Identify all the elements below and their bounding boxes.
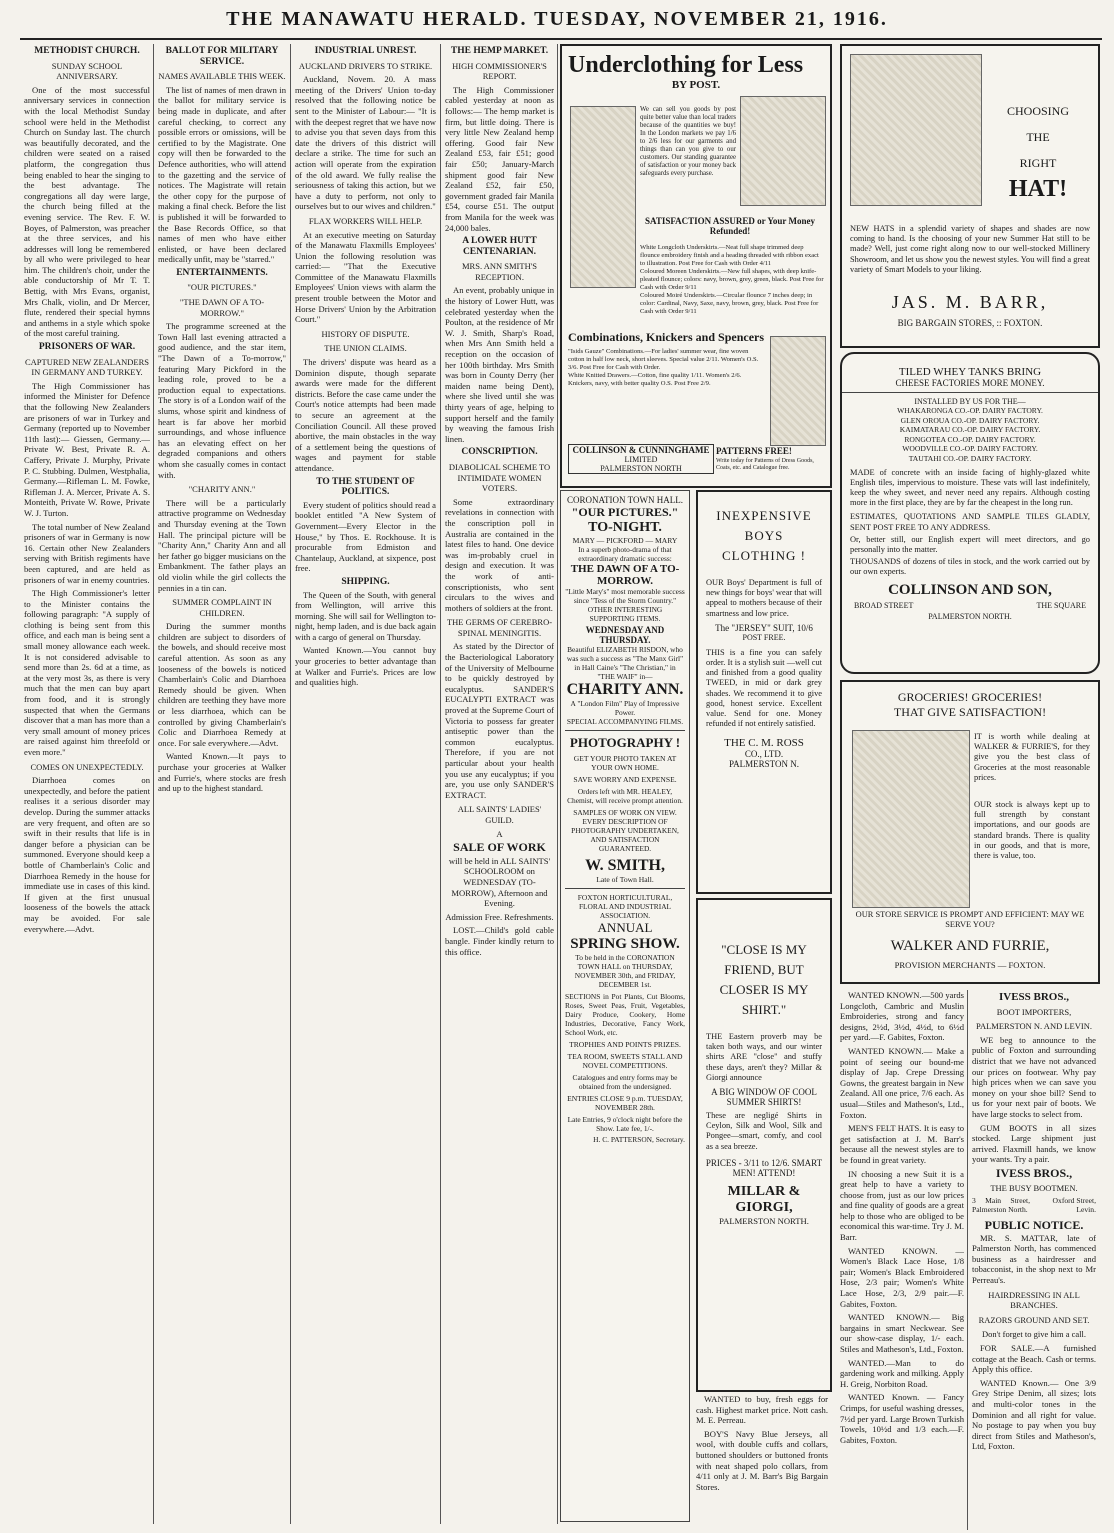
article-paragraph: Diarrhoea comes on unexpectedly, and before the patient realises it a serious disorder may develop. During the summer attacks are very frequent, and often are so swift in their results that life is in danger before a physician can be summoned. Everyone should keep a bottle of Chamberlain's Colic and Diarrhoea Remedy in the house for immediate use in cases of this kind. If given at the first unusual looseness of the bowels the attack may be avoided. For sale everywhere.—Advt. [24,775,150,934]
ad-item: Coloured Moreen Underskirts.—New full shapes, with deep knife-pleated flounce; colors: navy, brown, grey, green, black. Post Free for Cash with Order 9/11 [640,268,824,291]
ad-body: MR. S. MATTAR, late of Palmerston North, has commenced business as a hairdresser and tobacconist, in the shop next to Mr Perreau's. [972,1232,1096,1286]
grocer-illustration [852,730,970,908]
title-line: THE [1026,130,1050,144]
article-paragraph: The High Commissioner cabled yesterday at noon as follows:— The hemp market is firm, but little doing. There is very little New Zealand hemp offering. Good fair New Zealand £53, fair £51; good fair £50; January-March shipment good fair New Zealand £52, fair £50, government graded fair Manila £54, course £51. The output from Manila for the week was 24,000 bales. [445,84,554,233]
notice-title: PUBLIC NOTICE. [984,1218,1084,1233]
ad-price: The "JERSEY" SUIT, 10/6 [715,622,813,633]
ad-groceries [840,680,1100,984]
headline: METHODIST CHURCH. [34,46,140,56]
subheadline: AUCKLAND DRIVERS TO STRIKE. [298,60,433,71]
ad-body: A "London Film" Play of Impressive Power. [570,699,680,717]
masthead [0,0,1114,38]
ad-subtitle: PALMERSTON N. AND LEVIN. [976,1021,1092,1032]
firm-address [854,601,1086,610]
ad-subtitle: BY POST. [671,79,721,91]
firm-line: PALMERSTON NORTH [600,464,682,473]
headline: THE HEMP MARKET. [450,46,549,56]
notice-line: will be held in ALL SAINTS' SCHOOLROOM on WEDNESDAY (TO-MORROW), Afternoon and Evening. [448,855,551,909]
article-paragraph: Some extraordinary revelations in connection with the conscription poll in Australia are contained in the latest files to hand. One device was im-probably cruel in design and execution. It was the work of anti-conscriptionists, who sent circulars to the wives and mothers of soldiers at the front. [445,496,554,613]
ad-body: SAVE WORRY AND EXPENSE. [573,775,677,784]
subheadline: THE UNION CLAIMS. [324,343,407,354]
ad-body: THE Eastern proverb may be taken both ways, and our winter shirts ARE "close" and stuffy these days, aren't they? Millar & Giorgi announce [706,1032,822,1082]
masthead-title: THE MANAWATU HERALD. TUESDAY, NOVEMBER 21, 1916. [226,8,888,30]
subheadline: "OUR PICTURES." [187,282,257,293]
ad-body: OUR stock is always kept up to full strength by constant importations, and our goods are standard brands. There is quality in our goods, and that is more, there is value, too. [974,800,1090,861]
article-paragraph: An event, probably unique in the history of Lower Hutt, was celebrated yesterday when the Poulton, at the residence of Mr W. J. Smith, Sharp's Road, when Mrs Ann Smith held a reception on the occasion of her 100th birthday. Mrs Smith was born in County Derry (her maiden name being Dent), where she lived until she was thirty years of age, helping to support herself and the family by weaving the famous Irish linen. [445,285,554,444]
title-line: CLOTHING ! [721,548,806,563]
classified-ad: WANTED Known.— One 3/9 Grey Stripe Denim, all sizes; lots and multi-color tones in the Dominion and all right for value. No postage to pay when you buy direct from Stiles and Matheson's, Ltd, Foxton. [972,1377,1096,1452]
ad-body [640,244,824,316]
firm-name: THE C. M. ROSS [724,737,804,750]
hat-lady-illustration [850,54,982,206]
subheadline: SUNDAY SCHOOL ANNIVERSARY. [51,60,123,82]
ad-line: HAIRDRESSING IN ALL BRANCHES. [988,1289,1080,1311]
address-line: 3 Main Street, Palmerston North. [972,1196,1030,1215]
notice-line: A [496,828,503,839]
ivess-column [972,990,1096,1530]
ad-line: MARY — PICKFORD — MARY [572,536,678,545]
column-3 [295,44,436,1524]
firm-line: PALMERSTON N. [728,759,800,770]
ad-guarantee: SATISFACTION ASSURED or Your Money Refunded! [644,216,816,236]
ad-body: SAMPLES OF WORK ON VIEW. EVERY DESCRIPTION OF PHOTOGRAPHY UNDERTAKEN, AND SATISFACTION GUARANTEED. [571,808,679,853]
title-line: RIGHT [1019,156,1057,170]
title-line: CHOOSING [1006,104,1069,118]
ad-body: OTHER INTERESTING SUPPORTING ITEMS. [587,605,663,623]
factory-list [842,406,1098,464]
ad-body: THOUSANDS of dozens of tiles in stock, and the work carried out by our own experts. [850,557,1090,577]
ad-subtitle: CHEESE FACTORIES MORE MONEY. [895,378,1045,388]
ad-title: TILED WHEY TANKS BRING [898,366,1042,378]
ad-price: PRICES - 3/11 to 12/6. SMART MEN! ATTEND! [705,1157,823,1178]
ad-body: We can sell you goods by post quite better value than local traders because of the quantities we buy! In the London markets we pay 1/6 to 2/6 less for our garments and things than can you give to our customers. Our standing guarantee of satisfaction or your money back safeguards every purchase. [640,106,736,177]
firm-name: JAS. M. BARR, [891,292,1049,312]
ad-body [568,348,764,388]
ad-boys-clothing [696,490,832,894]
firm-address: BIG BARGAIN STORES, :: FOXTON. [897,318,1043,328]
firm-line: Late of Town Hall. [596,875,654,884]
ad-hat [840,44,1100,348]
ad-body: NEW HATS in a splendid variety of shapes and shades are now coming to hand. Is the choosing of your new Summer Hat still to be made? Well, just come right along now to our well-stocked Millinery Showroom, and let us show you the newest styles. You will find a great variety of Smart Models to your liking. [850,224,1090,274]
ad-patterns-note: Write today for Patterns of Dress Goods, Coats, etc. and Catalogue free. [716,458,814,471]
article-paragraph: One of the most successful anniversary services in connection with the local Methodist Sunday school were held in the Methodist Church on Sunday last. The church was beautifully decorated, and the children were seated on a raised platform, the congregation thus being enabled to hear the singing to the best advantage. The congregations all day were large, the church being filled at the evening service. The Rev. F. W. Boyes, of Palmerston, was preacher at the three services, and his addresses will long be remembered by all who were privileged to hear him. The children's choir, under the able conductorship of Mr T. T. Bettig, with Mrs Evans, organist, Mrs Chalk, violin, and Dr Mercer, flute, rendered their special hymns and anthems in a style which spoke of the most careful training. [24,84,150,339]
ad-title [982,98,1094,202]
address-line: Oxford Street, Levin. [1052,1196,1096,1215]
ad-title [698,506,830,566]
ad-body: MADE of concrete with an inside facing of highly-glazed white English tiles, impervious to moisture. These vats will last indefinitely, keep the whey sweet, and never need any repairs. Although costing more in the first place, they are by far the cheapest in the long run. [850,467,1090,508]
ad-item: Coloured Moiré Underskirts.—Circular flounce 7 inches deep; in color: Cardinal, Navy, Saxe, navy, brown, grey, black. Post Free for Cash with Order 9/11 [640,292,819,315]
article-paragraph: The total number of New Zealand prisoners of war in Germany is now 16. Certain other New Zealanders serving with British regiments have been captured, and are held as prisoners of war in enemy countries. [24,521,150,585]
subheadline: HISTORY OF DISPUTE. [321,328,410,339]
subheadline: THE GERMS OF CEREBRO-SPINAL MENINGITIS. [446,617,553,638]
firm-line: LIMITED [624,455,658,464]
classified-ad: MEN'S FELT HATS. It is easy to get satisfaction at J. M. Barr's because all the newest styles are to be found in great variety. [840,1123,964,1165]
subheadline: FLAX WORKERS WILL HELP. [308,215,423,226]
firm-name: WALKER AND FURRIE, [890,938,1050,954]
ad-body: In a superb photo-drama of that extraordinary dramatic success: [578,545,672,563]
notice-title: SALE OF WORK [453,840,546,855]
headline: PRISONERS OF WAR. [38,342,136,353]
masthead-rule [20,38,1102,40]
subheadline: NAMES AVAILABLE THIS WEEK. [158,71,286,82]
article-paragraph: The Queen of the South, with general from Wellington, will arrive this morning. She will sail for Wellington to-night, hemp laden, and is due back again with a cargo of general on Thursday. [295,589,436,642]
ad-item: White Longcloth Underskirts.—Neat full shape trimmed deep flounce embroidery finish and a heading threaded with ribbon exact to illustration. Post Free for Cash with Order 4/11 [640,244,819,267]
headline: BALLOT FOR MILITARY SERVICE. [165,46,279,67]
article-paragraph: The drivers' dispute was heard as a Dominion dispute, though separate awards were made for the different districts. Before the case came under the Court's notice attempts had been made to secure an agreement at the Conciliation Council. All these proved abortive, the main obstacles in the way of a settlement being the questions of wages and payment for stable attendance. [295,357,436,473]
ad-body: SPECIAL ACCOMPANYING FILMS. [566,717,684,726]
combinations-illustration [770,336,826,446]
headline: CONSCRIPTION. [461,447,538,458]
ad-body: ESTIMATES, QUOTATIONS AND SAMPLE TILES GLADLY, SENT POST FREE TO ANY ADDRESS. [850,512,1090,532]
classified-column-mid [696,1394,828,1524]
ad-body: GET YOUR PHOTO TAKEN AT YOUR OWN HOME. [573,754,677,772]
ad-shirts [696,898,832,1392]
ad-body: "Little Mary's" most memorable success since "Tess of the Storm Country." [565,587,685,605]
list-item: TAUTAHI CO.-OP. DAIRY FACTORY. [908,453,1032,463]
ad-body: Or, better still, our English expert will meet directors, and go personally into the matter. [850,534,1090,554]
petticoat-illustration [740,96,826,206]
classified-column-right [840,990,964,1530]
ad-title: FOXTON HORTICULTURAL, FLORAL AND INDUSTRIAL ASSOCIATION. [577,893,673,920]
ad-body: Orders left with MR. HEALEY, Chemist, will receive prompt attention. [567,787,683,805]
ad-heading: PHOTOGRAPHY ! [569,735,681,750]
article-paragraph: At an executive meeting on Saturday of the Manawatu Flaxmills Employees' Union the following resolution was carried:— "That the Executive Committee of the Manawatu Flaxmills Employees' Union views with alarm the present trouble between the Motor and Horse Drivers' Union by the Arbitration Court." [295,229,436,325]
headline: A LOWER HUTT CENTENARIAN. [462,236,537,257]
ad-line: INSTALLED BY US FOR THE— [914,397,1026,406]
ad-patterns: PATTERNS FREE! [716,446,792,456]
article-paragraph: The High Commissioner has informed the Minister for Defence that the following New Zealanders are prisoners of war in Turkey and Germany (reported up to November 11th last):— Giessen, Germany.—Private W. Best, Private R. A. Caffery, Private J. Murphy, Private P. C. Stubbing. Dulmen, Westphalia, Germany.—Rifleman L. M. Fowke, Rifleman J. A. Mercer, Private A. S. Monteith, Private W. Rowe, Private W. J. Turton. [24,380,150,518]
firm-line: CO., LTD. [744,749,784,760]
article-paragraph: There will be a particularly attractive programme on Wednesday and Thursday evening at the Town Hall. The principal picture will be "Charity Ann," Charity Ann and all her father go bigger musicians on the Embankment. The father plays an old violin while the girl collects the pennies in a tin can. [158,497,286,593]
title-line: BOYS [744,528,784,543]
ad-title: "CLOSE IS MY FRIEND, BUT CLOSER IS MY SHIRT." [719,942,809,1017]
ad-signature: H. C. PATTERSON, Secretary. [593,1135,685,1144]
article-paragraph: Every student of politics should read a booklet entitled "A New System of Government—Every Elector in the House," by Thos. E. Rockhouse. It is procurable from Edmiston and Chantelaup, Auckland, at sixpence, post free. [295,499,436,574]
classified-ad: WANTED KNOWN.—500 yards Longcloth, Cambric and Muslin Embroideries, strong and fancy designs, 2½d, 3½d, 4½d, to 6½d per yard.—F. Gabites, Foxton. [840,990,964,1043]
ad-body: Beautiful ELIZABETH RISDON, who was such a success as "The Manx Girl" in Hall Caine's "The Christian," in "THE WAIF" in— [566,645,684,681]
article-paragraph: During the summer months children are subject to disorders of the bowels, and should receive most careful attention. As soon as any looseness of the bowels is noticed Chamberlain's Colic and Diarrhoea Remedy should be given. When children are teething they have more or less diarrhoea, which can be controlled by giving Chamberlain's Colic and Diarrhoea Remedy at once. For sale everywhere.—Advt. [158,621,286,748]
classified-ad: BOY'S Navy Blue Jerseys, all wool, with double cuffs and collars, buttoned shoulders or buttoned fronts with neat shaped polo collars, from 4/11 only at J. M. Barr's Big Bargain Stores. [696,1428,828,1492]
ad-title: IVESS BROS., [995,1165,1073,1180]
headline: TO THE STUDENT OF POLITICS. [316,476,415,498]
headline: ENTERTAINMENTS. [176,267,268,278]
ad-body: SECTIONS in Pot Plants, Cut Blooms, Roses, Sweet Peas, Fruit, Vegetables, Dairy Produce, Cookery, Home Industries, Decorative, Fancy Work, School Work, etc. [565,992,685,1037]
article-paragraph: The programme screened at the Town Hall last evening attracted a good audience, and the star item, "The Dawn of a To-morrow," featuring Mary Pickford in the leading role, proved to be a production equal to expectations. The story is of a London waif of the slums, whose spirit and kindness of heart is far above her morbid surroundings, and whose influence has an elevating effect on her degraded companions and others whom she casually comes in contact with. [158,321,286,480]
ad-body: To be held in the CORONATION TOWN HALL on THURSDAY, NOVEMBER 30th, and FRIDAY, DECEMBER 1st. [574,953,676,989]
ad-body: These are negligé Shirts in Ceylon, Silk and Wool, Silk and Pongee—smart, comfy, and cool as a sea breeze. [706,1111,822,1151]
ad-body: TEA ROOM, SWEETS STALL AND NOVEL COMPETITIONS. [567,1052,683,1070]
ad-body: TROPHIES AND POINTS PRIZES. [569,1040,681,1049]
ad-heading: THE DAWN OF A TO-MORROW. [570,563,680,587]
ad-title: Underclothing for Less [568,52,804,78]
address-line: THE SQUARE [1036,600,1086,610]
article-paragraph: As stated by the Director of the Bacteriological Laboratory of the University of Melbourne to be quickly destroyed by eucalyptus. SANDER'S EUCALYPTI EXTRACT was proved at the Supreme Court of Victoria to possess far greater antiseptic power than the common eucalyptus. Therefore, if you are not particular about your health you use any eucalyptus; if you are, you use only SANDER'S EXTRACT. [445,641,554,800]
ad-firm [568,444,714,474]
classified-ad: FOR SALE.—A furnished cottage at the Beach. Cash or terms. Apply this office. [972,1343,1096,1375]
classified-ad: WANTED to buy, fresh eggs for cash. Highest market price. Nott cash. M. E. Perreau. [696,1394,828,1426]
classified-ad: WANTED Known. — Fancy Crimps, for useful washing dresses, 7½d per yard. Large Brown Turkish Towels, 10½d and 1/3 each.—F. Gabites, Foxton. [840,1392,964,1445]
ad-body: WE beg to announce to the public of Foxton and surrounding district that we have not advanced our prices on footwear. Why pay high prices when we can save you money on your shoe bill? Send to us for your next pair of boots. We have large stocks to select from. [972,1034,1096,1119]
subheadline: COMES ON UNEXPECTEDLY. [30,761,144,772]
list-item: WOODVILLE CO.-OP. DAIRY FACTORY. [902,444,1038,454]
ad-body: THIS is a fine you can safely order. It is a stylish suit —well cut and finished from a good quality TWEED, in mid or dark grey shades. We recommend it to give good, honest service. Excellent value. Send for one. Money refunded if not entirely satisfied. [706,647,822,729]
subheadline: SUMMER COMPLAINT IN CHILDREN. [172,597,272,618]
ad-body: GUM BOOTS in all sizes stocked. Large shipment just arrived. Flaxmill hands, we know your wants. Try a pair. [972,1122,1096,1165]
firm-line: PROVISION MERCHANTS — FOXTON. [894,960,1046,970]
ad-title: SPRING SHOW. [570,936,680,952]
ad-heading: Combinations, Knickers and Spencers [568,330,765,344]
list-item: KAIMATARAU CO.-OP. DAIRY FACTORY. [899,425,1041,435]
ad-line: RAZORS GROUND AND SET. [978,1314,1090,1325]
article-paragraph: The list of names of men drawn in the ballot for military service is being made in duplicate, and after careful checking, to correct any possible errors or omissions, will be certified to by the Magistrate. One copy will then be forwarded to the Defence authorities, who will attend to the gazetting and the service of notices. The Magistrate will retain the other copy for the purpose of making a final check. Before the list is published it will be forwarded to the Base Records Office, so that names of men who have either enlisted, or have been declared medically unfit, may be "starred." [158,84,286,265]
column-rule [557,44,558,1524]
ad-subtitle: BOOT IMPORTERS, [996,1006,1072,1017]
firm-name: COLLINSON & CUNNINGHAME [572,445,710,455]
column-1 [24,44,150,1524]
firm-line: PALMERSTON NORTH. [719,1215,809,1226]
ad-title: ANNUAL [597,920,653,935]
list-item: GLEN OROUA CO.-OP. DAIRY FACTORY. [900,415,1040,425]
subheadline: DIABOLICAL SCHEME TO INTIMIDATE WOMEN VOTERS. [448,461,551,494]
article-paragraph: Wanted Known.—It pays to purchase your groceries at Walker and Furrie's, where stocks are fresh and up to the highest standard. [158,751,286,794]
subheadline: "THE DAWN OF A TO-MORROW." [179,297,265,318]
ad-title: THAT GIVE SATISFACTION! [893,705,1047,719]
subheadline: CAPTURED NEW ZEALANDERS IN GERMANY AND TURKEY. [24,356,150,378]
ad-title: IVESS BROS., [998,991,1069,1003]
article-paragraph: Auckland, Novem. 20. A mass meeting of the Drivers' Union to-day resolved that the following notice be sent to the Minister of Labour:— "It is with the deepest regret that we have now to advise you that seven days from this date the drivers of this district will declare a strike. The time for such an action will operate from the expiration of the old award. We fully realise the seriousness of taking this action, but we have a duty to perform, not only to ourselves but to our wives and children." [295,74,436,212]
list-item: RONGOTEA CO.-OP. DAIRY FACTORY. [904,434,1036,444]
ad-address [972,1196,1096,1214]
ad-underclothing [560,44,832,488]
title-line: HAT! [1008,176,1068,202]
ad-heading: CHARITY ANN. [566,681,684,698]
ad-line: Don't forget to give him a call. [981,1329,1087,1340]
firm-name: COLLINSON AND SON, [888,581,1052,598]
subheadline: ALL SAINTS' LADIES' GUILD. [457,804,542,825]
column-2 [158,44,286,1524]
classified-ad: WANTED KNOWN. — Women's Black Lace Hose, 1/8 pair; Women's Black Embroidered Hose, 2/3 pair; Women's White Lace Hose, 2/3, 2/9 pair.—F. Gabites, Foxton. [840,1245,964,1309]
ad-whey-tanks [840,352,1100,674]
classified-ad: WANTED KNOWN.— Big bargains in smart Neckwear. See our show-case display, 1/- each. Stiles and Matheson's, Ltd., Foxton. [840,1312,964,1354]
headline: INDUSTRIAL UNREST. [314,46,417,56]
column-rule [290,44,291,1524]
ad-item: White Knitted Drawers.—Cotton, fine quality 1/11. Women's 2/6. Knickers, navy, with better quality O.S. Post Free 2/9. [568,372,742,387]
ad-body: OUR STORE SERVICE IS PROMPT AND EFFICIENT: MAY WE SERVE YOU? [855,910,1085,930]
address-line: BROAD STREET [854,600,914,610]
article-paragraph: Wanted Known.—You cannot buy your groceries to better advantage than at Walker and Furrie's. Prices are low and qualities high. [295,645,436,688]
classified-ad: LOST.—Child's gold cable bangle. Finder kindly return to this office. [445,925,554,957]
ad-body: ENTRIES CLOSE 9 p.m. TUESDAY, NOVEMBER 28th. [567,1094,683,1112]
ad-body: Late Entries, 9 o'clock night before the Show. Late fee, 1/-. [567,1115,683,1133]
headline: SHIPPING. [341,576,390,587]
firm-name: MILLAR & GIORGI, [727,1183,801,1215]
firm-name: W. SMITH, [585,857,665,874]
column-rule [440,44,441,1524]
classified-ad: WANTED KNOWN.— Make a point of seeing our bound-me display of Jap. Crepe Dressing Gowns, the greatest bargain in New Zealand. All one price, 7/6 each. As usual—Stiles and Matheson's, Ltd., Foxton. [840,1045,964,1120]
address-line: PALMERSTON NORTH. [928,611,1012,621]
column-rule [153,44,154,1524]
column-rule [967,990,968,1530]
classified-ad: WANTED.—Man to do gardening work and milking. Apply H. Greig, Norbiton Road. [840,1357,964,1389]
subheadline: HIGH COMMISSIONER'S REPORT. [452,60,547,82]
ad-title: CORONATION TOWN HALL. [567,495,683,505]
ad-line: POST FREE. [742,632,786,642]
title-line: INEXPENSIVE [716,508,812,523]
classified-ad: IN choosing a new Suit it is a great help to have a variety to choose from, just as our low prices and fine quality of goods are a great help to those who are obliged to be economical this war-time. Try J. M. Barr. [840,1168,964,1243]
ad-body: IT is worth while dealing at WALKER & FURRIE'S, for they give you the best class of Groceries at the most reasonable prices. [974,732,1090,782]
ad-column-coronation [560,490,690,1522]
notice-line: Admission Free. Refreshments. [445,911,554,922]
ad-item: "Isids Gauze" Combinations.—For ladies' summer wear, fine woven cotton in half low neck, short sleeves. Special value 2/11. Women's O.S. 3/6. Post Free for Cash with Order. [568,348,759,371]
ad-body: Catalogues and entry forms may be obtained from the undersigned. [572,1073,678,1091]
ad-heading: WEDNESDAY AND THURSDAY. [585,625,665,645]
ad-body: OUR Boys' Department is full of new things for boys' wear that will appeal to mothers because of their smartness and low price. [706,578,822,618]
ad-subtitle: THE BUSY BOOTMEN. [990,1182,1078,1193]
ad-title: GROCERIES! GROCERIES! [897,690,1043,704]
subheadline: MRS. ANN SMITH'S RECEPTION. [462,261,537,282]
article-paragraph: The High Commissioner's letter to the Minister contains the following paragraph: "A supply of clothing is being sent from this office, and each man is being sent a small money allowance each week. It is not considered advisable to send more than 2s. 6d at a time, as at the very most 3s, as there is very much that the men can buy apart from food, and it is strongly suspected that when the Germans discover that a man has more than a very small amount of money prices are raised against him threefold or even more." [24,588,150,757]
list-item: WHAKARONGA CO.-OP. DAIRY FACTORY. [897,406,1043,415]
ad-heading: A BIG WINDOW OF COOL SUMMER SHIRTS! [711,1087,817,1108]
underskirt-illustration [570,106,636,288]
ad-title: "OUR PICTURES." [571,505,679,519]
subheadline: "CHARITY ANN." [188,484,256,495]
ad-title: TO-NIGHT. [588,520,662,535]
column-4 [445,44,554,1524]
